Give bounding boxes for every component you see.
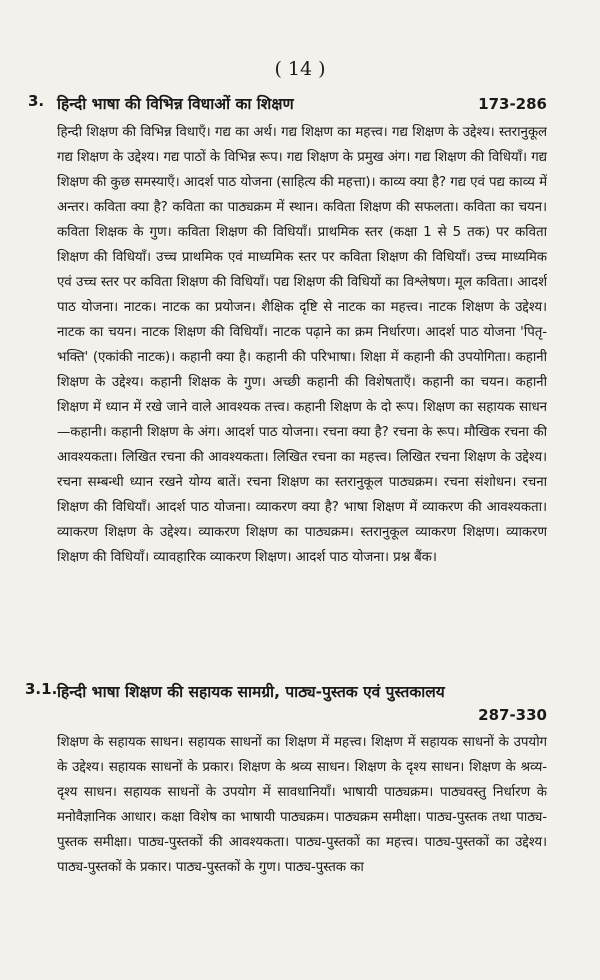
- section-body: शिक्षण के सहायक साधन। सहायक साधनों का शिक्षण में महत्त्व। शिक्षण में सहायक साधनों के उपयोग के उद्देश्य। सहायक साधनों के प्रकार। शिक्षण के श्रव्य साधन। शिक्षण के दृश्य साधन। शिक्षण के श्रव्य-दृश्य साधन। सहायक साधनों के उपयोग में सावधानियाँ। भाषायी पाठ्यक्रम। पाठ्यवस्तु निर्धारण के मनोवैज्ञानिक आधार। कक्षा विशेष का भाषायी पाठ्यक्रम। पाठ्यक्रम समीक्षा। पाठ्य-पुस्तक तथा पाठ्य-पुस्तक समीक्षा। पाठ्य-पुस्तकों की आवश्यकता। पाठ्य-पुस्तकों का महत्त्व। पाठ्य-पुस्तकों का उद्देश्य। पाठ्य-पुस्तकों के प्रकार। पाठ्य-पुस्तकों के गुण। पाठ्य-पुस्तक का: [57, 735, 547, 875]
- section-3: [28, 92, 547, 665]
- section-title: हिन्दी भाषा की विभिन्न विधाओं का शिक्षण: [57, 95, 294, 113]
- section-title: हिन्दी भाषा शिक्षण की सहायक सामग्री, पाठ्य-पुस्तक एवं पुस्तकालय: [57, 683, 445, 701]
- page-range: 287-330: [478, 706, 547, 724]
- section-number: 3.1.: [25, 680, 58, 698]
- section-number: 3.: [28, 92, 45, 110]
- section-3-1: [25, 680, 547, 980]
- section-body: हिन्दी शिक्षण की विभिन्न विधाएँ। गद्य का अर्थ। गद्य शिक्षण का महत्त्व। गद्य शिक्षण के उद्देश्य। स्तरानुकूल गद्य शिक्षण के उद्देश्य। गद्य पाठों के विभिन्न रूप। गद्य शिक्षण के प्रमुख अंग। गद्य शिक्षण की विधियाँ। गद्य शिक्षण की कुछ समस्याएँ। आदर्श पाठ योजना (साहित्य की महत्ता)। काव्य क्या है? गद्य एवं पद्य काव्य में अन्तर। कविता क्या है? कविता का पाठ्यक्रम में स्थान। कविता शिक्षण की सफलता। कविता का चयन। कविता शिक्षक के गुण। कविता शिक्षण की विधियाँ। प्राथमिक स्तर (कक्षा 1 से 5 तक) पर कविता शिक्षण की विधियाँ। उच्च प्राथमिक एवं माध्यमिक स्तर पर कविता शिक्षण की विधियाँ। उच्च माध्यमिक एवं उच्च स्तर पर कविता शिक्षण की विधियाँ। पद्य शिक्षण की विधियों का विश्लेषण। मूल कविता। आदर्श पाठ योजना। नाटक। नाटक का प्रयोजन। शैक्षिक दृष्टि से नाटक का महत्त्व। नाटक शिक्षण के उद्देश्य। नाटक का चयन। नाटक शिक्षण की विधियाँ। नाटक पढ़ाने का क्रम निर्धारण। आदर्श पाठ योजना 'पितृ-भक्ति' (एकांकी नाटक)। कहानी क्या है। कहानी की परिभाषा। शिक्षा में कहानी की उपयोगिता। कहानी शिक्षण के उद्देश्य। कहानी शिक्षक के गुण। अच्छी कहानी की विशेषताएँ। कहानी का चयन। कहानी शिक्षण में ध्यान में रखे जाने वाले आवश्यक तत्त्व। कहानी शिक्षण के दो रूप। शिक्षण का सहायक साधन—कहानी। कहानी शिक्षण के अंग। आदर्श पाठ योजना। रचना क्या है? रचना के रूप। मौखिक रचना की आवश्यकता। लिखित रचना की आवश्यकता। लिखित रचना का महत्त्व। लिखित रचना शिक्षण के उद्देश्य। रचना सम्बन्धी ध्यान रखने योग्य बातें। रचना शिक्षण का स्तरानुकूल पाठ्यक्रम। रचना संशोधन। रचना शिक्षण की विधियाँ। आदर्श पाठ योजना। व्याकरण क्या है? भाषा शिक्षण में व्याकरण की आवश्यकता। व्याकरण शिक्षण के उद्देश्य। व्याकरण शिक्षण का पाठ्यक्रम। स्तरानुकूल व्याकरण शिक्षण। व्याकरण शिक्षण की विधियाँ। व्यावहारिक व्याकरण शिक्षण। आदर्श पाठ योजना। प्रश्न बैंक।: [57, 125, 547, 565]
- section-heading: [25, 680, 547, 702]
- page-number: ( 14 ): [274, 58, 326, 80]
- page-range: 173-286: [478, 95, 547, 113]
- section-heading: [28, 92, 547, 114]
